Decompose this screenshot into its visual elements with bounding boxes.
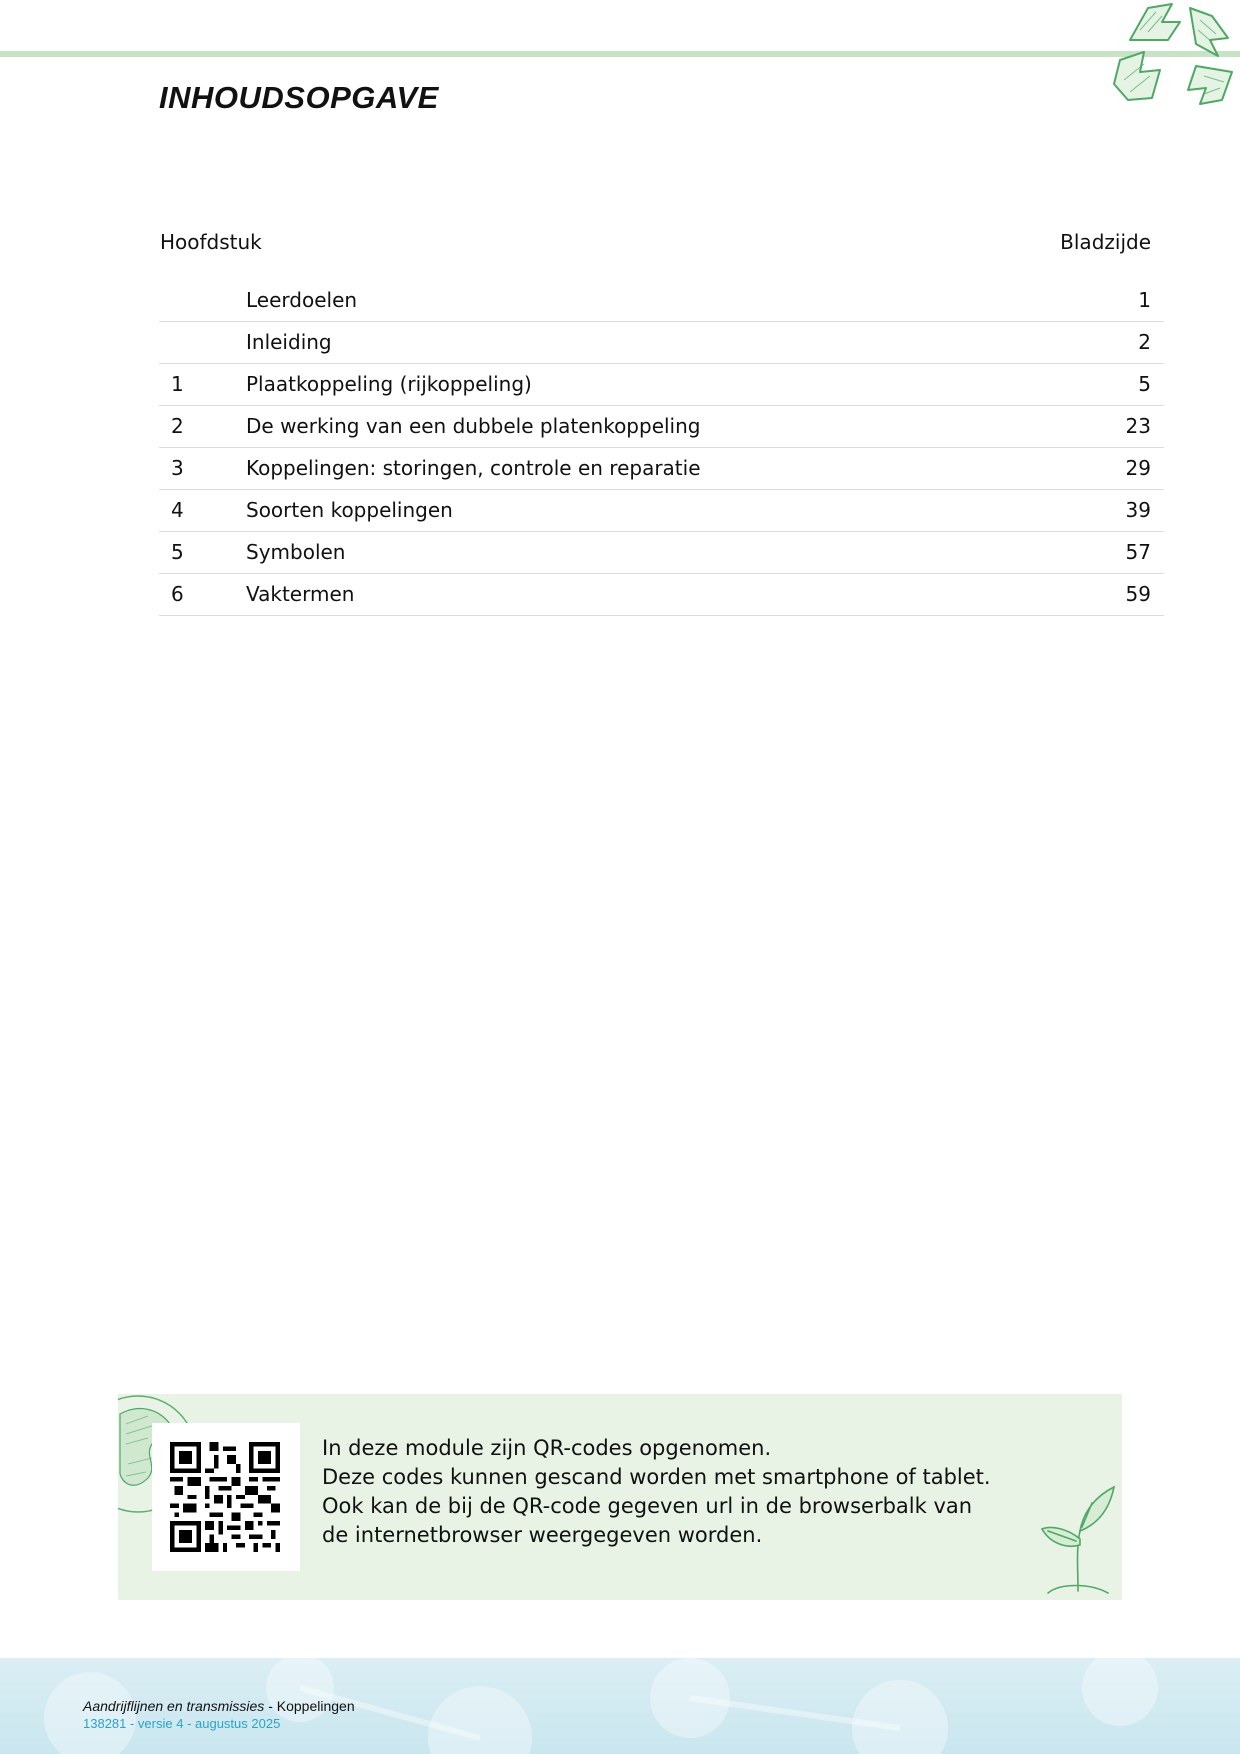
toc-chapter-number: 5 (171, 540, 184, 564)
qr-info-line: Ook kan de bij de QR-code gegeven url in de browserbalk van (322, 1494, 973, 1518)
qr-info-line: Deze codes kunnen gescand worden met smartphone of tablet. (322, 1465, 991, 1489)
toc-chapter-number: 2 (171, 414, 184, 438)
toc-chapter-title: Soorten koppelingen (246, 498, 453, 522)
footer-topic: Koppelingen (276, 1698, 355, 1714)
toc-chapter-number: 1 (171, 372, 184, 396)
toc-row[interactable] (159, 490, 1164, 532)
toc-row[interactable] (159, 574, 1164, 616)
qr-info-line: In deze module zijn QR-codes opgenomen. (322, 1436, 772, 1460)
footer-separator: - (264, 1698, 277, 1714)
footer-course-name: Aandrijflijnen en transmissies (83, 1698, 265, 1714)
toc-row[interactable] (159, 448, 1164, 490)
toc-page-number: 29 (1125, 456, 1151, 480)
toc-page-number: 2 (1138, 330, 1151, 354)
footer-course-line (83, 1698, 355, 1714)
toc-page-number: 39 (1125, 498, 1151, 522)
toc-row[interactable] (159, 280, 1164, 322)
page-footer (0, 1658, 1240, 1754)
toc-page-number: 23 (1125, 414, 1151, 438)
toc-page-number: 59 (1125, 582, 1151, 606)
toc-header-chapter: Hoofdstuk (160, 230, 262, 254)
toc-chapter-title: Koppelingen: storingen, controle en reparatie (246, 456, 701, 480)
toc-chapter-title: Inleiding (246, 330, 332, 354)
toc-chapter-number: 4 (171, 498, 184, 522)
toc-row[interactable] (159, 364, 1164, 406)
toc-chapter-title: Symbolen (246, 540, 346, 564)
recycle-icon (1100, 0, 1240, 120)
toc-page-number: 57 (1125, 540, 1151, 564)
qr-code-icon (170, 1442, 280, 1552)
sprout-icon (1038, 1479, 1116, 1595)
qr-code-card (152, 1423, 300, 1571)
toc-chapter-title: Plaatkoppeling (rijkoppeling) (246, 372, 532, 396)
toc-chapter-title: De werking van een dubbele platenkoppeling (246, 414, 701, 438)
toc-chapter-number: 3 (171, 456, 184, 480)
toc-page-number: 5 (1138, 372, 1151, 396)
toc-chapter-number: 6 (171, 582, 184, 606)
toc-chapter-title: Leerdoelen (246, 288, 358, 312)
header-rule (0, 51, 1240, 57)
toc-chapter-title: Vaktermen (246, 582, 355, 606)
qr-info-line: de internetbrowser weergegeven worden. (322, 1523, 763, 1547)
qr-info-box (118, 1394, 1122, 1600)
toc-row[interactable] (159, 322, 1164, 364)
toc-header-page: Bladzijde (1060, 230, 1151, 254)
qr-info-text (322, 1434, 991, 1550)
footer-version: 138281 - versie 4 - augustus 2025 (83, 1716, 281, 1731)
toc-page-number: 1 (1138, 288, 1151, 312)
table-of-contents (159, 280, 1164, 616)
toc-row[interactable] (159, 406, 1164, 448)
toc-row[interactable] (159, 532, 1164, 574)
page-title: INHOUDSOPGAVE (159, 80, 439, 115)
